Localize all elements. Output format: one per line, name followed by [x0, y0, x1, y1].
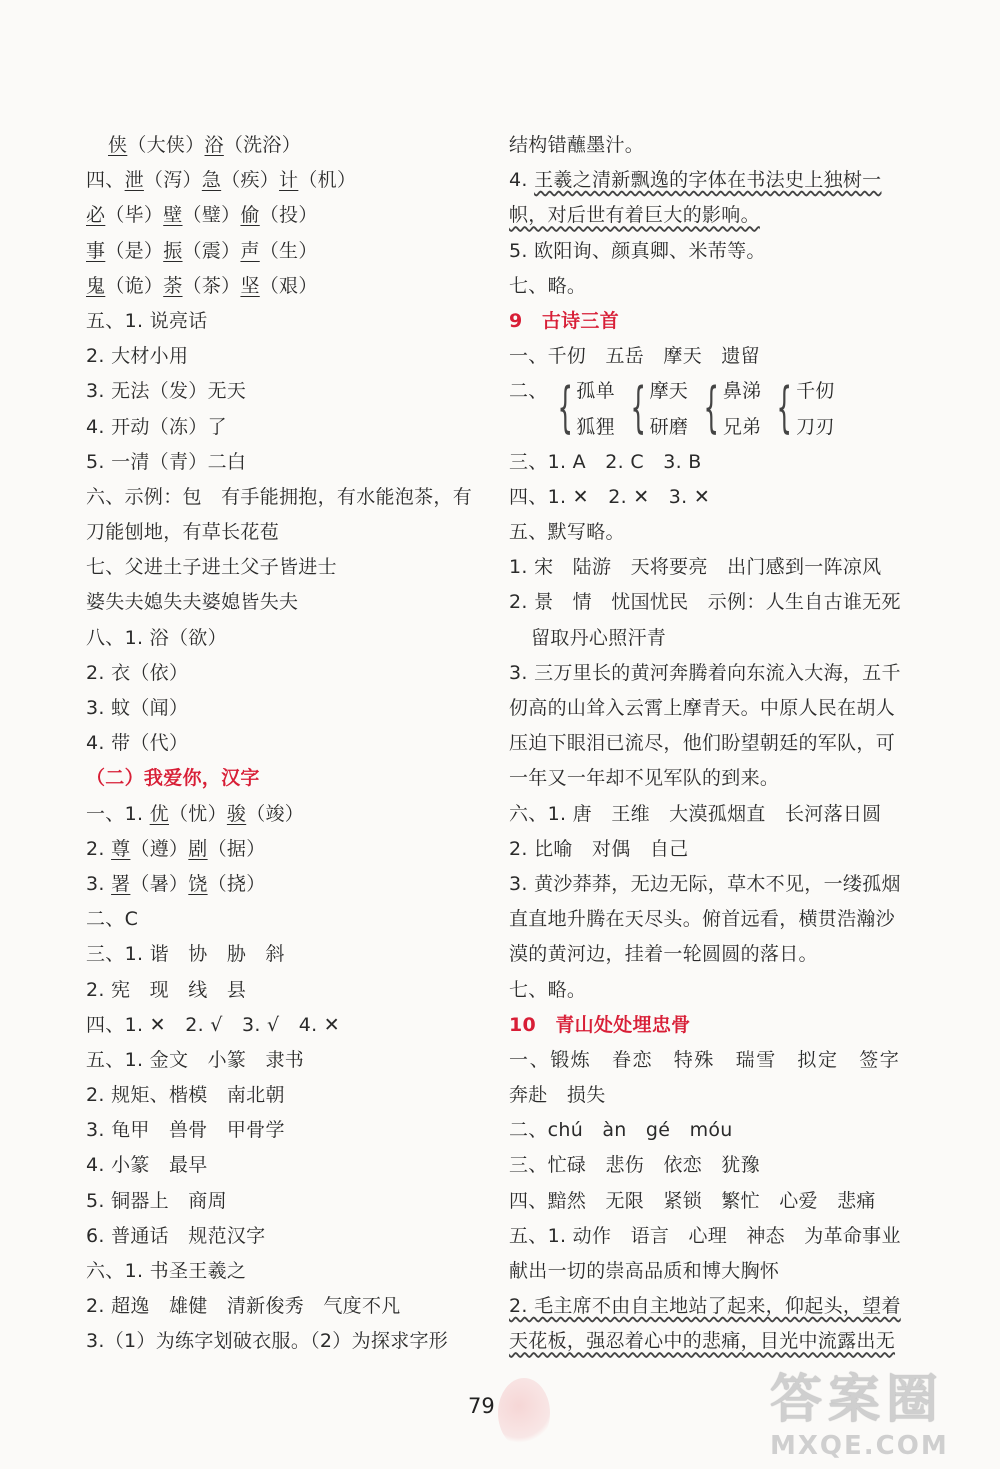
answer-text: 10 青山处处埋忠骨: [509, 1013, 691, 1036]
answer-text: 七、略。: [509, 978, 587, 1001]
answer-text: 3. 黄沙莽莽，无边无际，草木不见，一缕孤烟: [509, 872, 901, 895]
answer-text: 六、1. 唐 王维 大漠孤烟直 长河落日圆: [509, 802, 882, 825]
answer-line: [86, 902, 486, 937]
underlined-char: 事: [86, 239, 106, 262]
answer-text: 4. 带（代）: [86, 732, 189, 755]
underlined-char: 急: [201, 169, 222, 192]
section-heading: [509, 1008, 909, 1043]
answer-text: 2. 超逸 雄健 清新俊秀 气度不凡: [86, 1295, 401, 1318]
answer-text: （据）: [207, 837, 266, 860]
answer-text: 3. 龟甲 兽骨 甲骨学: [86, 1119, 285, 1142]
watermark: [770, 1370, 995, 1465]
answer-text: 奔赴 损失: [509, 1084, 606, 1107]
answer-text: 仞高的山耸入云霄上摩青天。中原人民在胡人: [509, 697, 896, 720]
answer-line: [86, 1254, 486, 1289]
answer-text: 5. 一清（青）二白: [86, 450, 247, 473]
answer-line: [509, 374, 909, 444]
answer-line: [509, 621, 909, 656]
answer-line: [86, 410, 486, 445]
answer-text: 漠的黄河边，挂着一轮圆圆的落日。: [509, 943, 818, 966]
answer-text: （艰）: [259, 274, 318, 297]
answer-line: [509, 1289, 909, 1324]
answer-line: [509, 1254, 909, 1289]
answer-line: [86, 973, 486, 1008]
underlined-char: 署: [111, 872, 131, 895]
answer-text: （机）: [298, 169, 357, 192]
answer-line: [86, 726, 486, 761]
answer-line: [86, 304, 486, 339]
answer-line: [86, 480, 486, 515]
brace-group: [548, 374, 615, 444]
answer-text: 3. 蚊（闻）: [86, 697, 189, 719]
answer-text: 五、1. 动作 语言 心理 神态 为革命事业: [509, 1224, 901, 1247]
underlined-char: 计: [279, 169, 299, 192]
answer-text: （毕）: [105, 204, 164, 227]
answer-text: （是）: [105, 239, 164, 262]
underlined-char: 优: [149, 802, 169, 825]
answer-line: [86, 374, 486, 409]
answer-text: 四、1. ✕ 2. ✕ 3. ✕: [509, 485, 711, 508]
watermark-logo-text: 答案圈: [770, 1370, 945, 1430]
answer-text: 压迫下眼泪已流尽，他们盼望朝廷的军队，可: [509, 732, 896, 755]
brace-word: 狐狸: [576, 415, 615, 438]
answer-line: [509, 761, 909, 796]
underlined-char: 壁: [163, 204, 183, 227]
underlined-char: 尊: [111, 837, 131, 860]
underlined-char: 浴: [204, 134, 224, 156]
answer-line: [86, 163, 486, 198]
answer-line: [509, 269, 909, 304]
answer-text: 二、C: [86, 908, 139, 931]
wavy-underlined-text: 2. 毛主席不由自主地站了起来，仰起头，望着: [509, 1295, 901, 1318]
answer-line: [86, 691, 486, 726]
answer-line: [509, 128, 909, 163]
answer-line: [509, 234, 909, 269]
answer-text: 五、1. 金文 小篆 隶书: [86, 1048, 305, 1071]
answer-text: （暑）: [130, 872, 189, 895]
answer-line: [509, 1078, 909, 1113]
answer-line: [86, 832, 486, 867]
right-column: [509, 128, 909, 1360]
answer-text: 二、chú àn gé móu: [509, 1119, 733, 1142]
brace-word: 孤单: [576, 380, 615, 403]
watermark-url: MXQE.COM: [770, 1431, 949, 1461]
answer-line: [86, 550, 486, 585]
answer-text: 三、1. A 2. C 3. B: [509, 450, 702, 473]
answer-line: [86, 621, 486, 656]
answer-line: [86, 585, 486, 620]
underlined-char: 必: [86, 204, 106, 227]
answer-text: 直直地升腾在天尽头。俯首远看，横贯浩瀚沙: [509, 908, 896, 931]
left-column: [86, 128, 486, 1360]
wavy-underlined-text: 帜，对后世有着巨大的影响。: [509, 204, 760, 227]
brace-word: 兄弟: [722, 415, 762, 438]
answer-text: 四、: [86, 169, 125, 192]
brace-word: 千仞: [796, 380, 835, 403]
answer-line: [86, 1324, 486, 1359]
answer-line: [509, 1113, 909, 1148]
answer-line: [86, 1289, 486, 1324]
answer-line: [86, 128, 486, 163]
underlined-char: 泄: [124, 169, 144, 192]
answer-line: [86, 198, 486, 233]
brace-icon: {: [776, 376, 793, 440]
answer-text: 3.: [86, 872, 112, 895]
brace-icon: {: [630, 376, 647, 440]
answer-text: 5. 铜器上 商周: [86, 1189, 227, 1212]
brace-icon: {: [557, 376, 573, 440]
wavy-underlined-text: 王羲之清新飘逸的字体在书法史上独树一: [534, 169, 882, 192]
answer-line: [509, 445, 909, 480]
answer-text: 4. 小篆 最早: [86, 1154, 208, 1177]
answer-text: 2. 大材小用: [86, 345, 189, 368]
answer-text: 6. 普通话 规范汉字: [86, 1224, 266, 1247]
answer-text: 六、示例：包 有手能拥抱，有水能泡茶，有: [86, 485, 473, 508]
answer-line: [509, 691, 909, 726]
answer-prefix: 二、: [509, 380, 548, 403]
answer-text: （竣）: [246, 802, 305, 825]
underlined-char: 剧: [188, 837, 208, 860]
answer-text: 3.（1）为练字划破衣服。（2）为探求字形: [86, 1330, 449, 1353]
answer-text: 结构错蘸墨汁。: [509, 134, 645, 156]
answer-text: 3. 无法（发）无天: [86, 380, 247, 403]
underlined-char: 坚: [240, 274, 260, 297]
answer-line: [86, 269, 486, 304]
answer-line: [509, 1148, 909, 1183]
answer-text: 刀能刨地，有草长花苞: [86, 521, 280, 544]
wavy-underlined-text: 天花板，强忍着心中的悲痛，目光中流露出无: [509, 1330, 896, 1353]
answer-text: 七、父进土子进土父子皆进士: [86, 556, 337, 579]
answer-line: [509, 515, 909, 550]
answer-text: 八、1. 浴（欲）: [86, 626, 227, 649]
answer-line: [509, 585, 909, 620]
answer-text: （疾）: [221, 169, 280, 192]
answer-line: [86, 1008, 486, 1043]
answer-text: （泻）: [143, 169, 202, 192]
answer-text: （忧）: [168, 802, 227, 825]
answer-text: 五、1. 说亮话: [86, 309, 208, 332]
underlined-char: 荼: [163, 274, 183, 297]
answer-text: 四、1. ✕ 2. √ 3. √ 4. ✕: [86, 1013, 341, 1036]
answer-line: [509, 1219, 909, 1254]
brace-word: 摩天: [649, 380, 689, 403]
underlined-char: 骏: [226, 802, 247, 825]
answer-text: （璧）: [182, 204, 241, 227]
brace-word: 研磨: [649, 415, 689, 438]
mascot-image: [498, 1378, 550, 1448]
answer-text: 五、默写略。: [509, 521, 625, 544]
answer-text: （洗浴）: [223, 134, 302, 156]
answer-line: [509, 163, 909, 198]
answer-line: [86, 339, 486, 374]
answer-text: 四、黯然 无限 紧锁 繁忙 心爱 悲痛: [509, 1189, 876, 1212]
answer-text: 2. 衣（依）: [86, 661, 189, 684]
answer-line: [509, 550, 909, 585]
answer-line: [86, 1043, 486, 1078]
answer-line: [509, 726, 909, 761]
answer-line: [509, 1043, 909, 1078]
answer-text: （遵）: [130, 837, 189, 860]
answer-text: 3. 三万里长的黄河奔腾着向东流入大海，五千: [509, 661, 901, 684]
answer-line: [509, 867, 909, 902]
answer-line: [509, 1184, 909, 1219]
answer-text: 9 古诗三首: [509, 309, 620, 332]
answer-line: [509, 832, 909, 867]
answer-line: [86, 656, 486, 691]
underlined-char: 振: [163, 239, 183, 262]
answer-text: 4.: [509, 169, 535, 192]
underlined-char: 偷: [240, 204, 260, 227]
underlined-char: 声: [240, 239, 260, 262]
answer-line: [509, 973, 909, 1008]
answer-line: [509, 656, 909, 691]
answer-text: 2. 宪 现 线 县: [86, 978, 247, 1001]
answer-line: [86, 1078, 486, 1113]
brace-word: 鼻涕: [722, 380, 762, 403]
answer-line: [509, 480, 909, 515]
brace-group: [767, 374, 834, 444]
answer-text: （投）: [259, 204, 318, 227]
answer-line: [509, 902, 909, 937]
answer-text: 2.: [86, 837, 112, 860]
answer-text: 六、1. 书圣王羲之: [86, 1260, 247, 1282]
answer-line: [86, 797, 486, 832]
answer-text: （诡）: [105, 274, 164, 297]
answer-text: 一、千仞 五岳 摩天 遗留: [509, 345, 760, 368]
answer-text: （震）: [182, 239, 241, 262]
answer-text: （挠）: [207, 872, 266, 895]
answer-text: （二）我爱你，汉字: [86, 767, 260, 790]
answer-text: 5. 欧阳询、颜真卿、米芾等。: [509, 239, 766, 262]
answer-line: [509, 937, 909, 972]
brace-group: [694, 374, 761, 444]
answer-line: [86, 515, 486, 550]
answer-line: [86, 867, 486, 902]
answer-text: 一年又一年却不见军队的到来。: [509, 767, 780, 790]
answer-text: 一、锻炼 眷恋 特殊 瑞雪 拟定 签字: [509, 1048, 901, 1071]
answer-text: 三、忙碌 悲伤 依恋 犹豫: [509, 1154, 760, 1177]
brace-group: [621, 374, 688, 444]
answer-line: [509, 339, 909, 374]
answer-line: [86, 937, 486, 972]
answer-text: 三、1. 谐 协 胁 斜: [86, 943, 285, 966]
answer-line: [86, 445, 486, 480]
underlined-char: 饶: [188, 872, 208, 895]
answer-text: 献出一切的崇高品质和博大胸怀: [509, 1260, 780, 1283]
answer-line: [509, 198, 909, 233]
answer-text: 4. 开动（冻）了: [86, 415, 227, 438]
answer-text: 2. 比喻 对偶 自己: [509, 837, 689, 860]
underlined-char: 鬼: [86, 274, 106, 297]
brace-word: 刀刃: [796, 415, 835, 438]
answer-line: [86, 1184, 486, 1219]
section-heading: [509, 304, 909, 339]
answer-text: 一、1.: [86, 802, 150, 825]
answer-line: [86, 1219, 486, 1254]
answer-text: 2. 景 情 忧国忧民 示例：人生自古谁无死: [509, 591, 901, 614]
answer-text: 婆失夫媳失夫婆媳皆失夫: [86, 591, 299, 614]
answer-text: 七、略。: [509, 274, 587, 297]
page-number: 79: [468, 1394, 495, 1418]
answer-line: [509, 797, 909, 832]
underlined-char: 侠: [108, 134, 128, 156]
answer-line: [86, 1148, 486, 1183]
answer-text: 留取丹心照汗青: [531, 626, 667, 649]
section-heading: [86, 761, 486, 796]
answer-text: （大侠）: [127, 134, 205, 156]
answer-text: 1. 宋 陆游 天将要亮 出门感到一阵凉风: [509, 556, 882, 579]
answer-line: [509, 1324, 909, 1359]
answer-line: [86, 1113, 486, 1148]
answer-text: 2. 规矩、楷模 南北朝: [86, 1084, 285, 1107]
answer-line: [86, 234, 486, 269]
answer-text: （生）: [259, 239, 318, 262]
brace-icon: {: [703, 376, 720, 440]
answer-text: （茶）: [182, 274, 241, 297]
